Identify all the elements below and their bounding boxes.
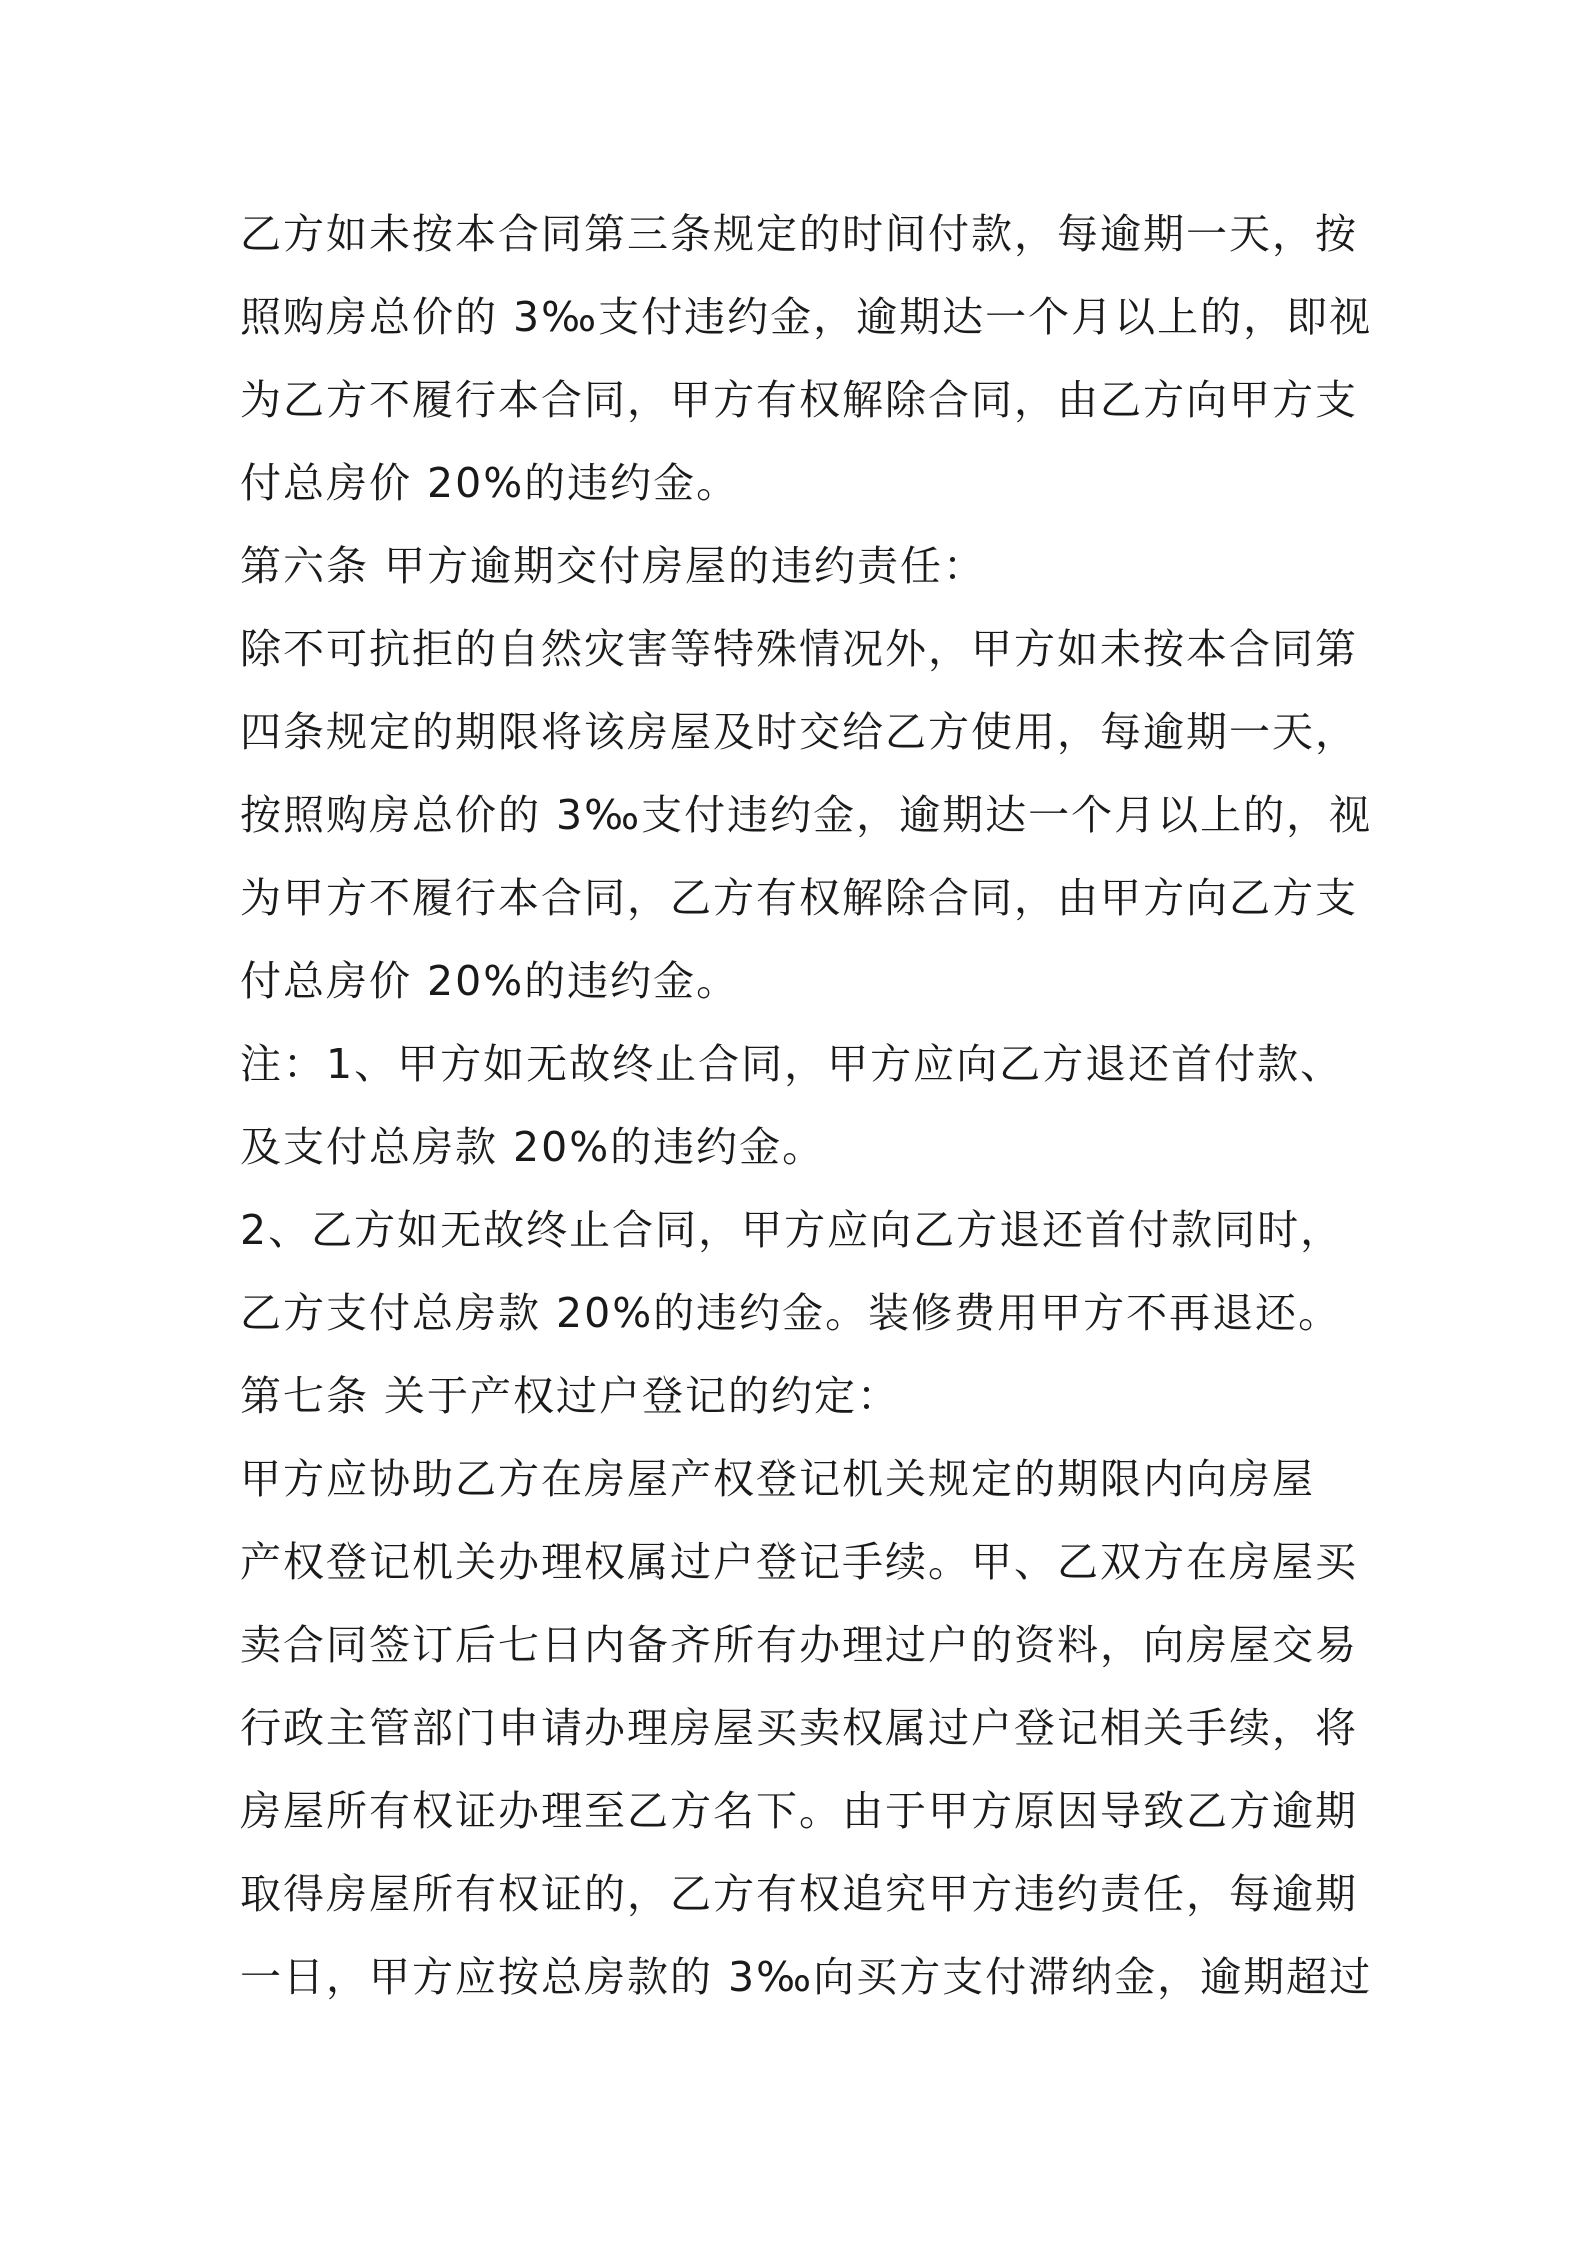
text-line: 房屋所有权证办理至乙方名下。由于甲方原因导致乙方逾期: [240, 1787, 1358, 1835]
text-line: 付总房价 20%的违约金。: [240, 957, 740, 1005]
contract-page: [240, 193, 1373, 2019]
text-line: 产权登记机关办理权属过户登记手续。甲、乙双方在房屋买: [240, 1538, 1358, 1586]
text-line: 行政主管部门申请办理房屋买卖权属过户登记相关手续，将: [240, 1704, 1358, 1752]
note-line: 乙方支付总房款 20%的违约金。装修费用甲方不再退还。: [240, 1289, 1342, 1337]
text-line: 甲方应协助乙方在房屋产权登记机关规定的期限内向房屋: [240, 1455, 1315, 1503]
text-line: 按照购房总价的 3‰支付违约金，逾期达一个月以上的，视: [240, 791, 1373, 839]
text-line: 为乙方不履行本合同，甲方有权解除合同，由乙方向甲方支: [240, 376, 1358, 424]
text-line: 付总房价 20%的违约金。: [240, 459, 740, 507]
note-line: 注：1、甲方如无故终止合同，甲方应向乙方退还首付款、: [240, 1040, 1344, 1088]
text-line: 为甲方不履行本合同，乙方有权解除合同，由甲方向乙方支: [240, 874, 1358, 922]
section-heading: 第七条 关于产权过户登记的约定：: [240, 1372, 901, 1420]
text-line: 照购房总价的 3‰支付违约金，逾期达一个月以上的，即视: [240, 293, 1373, 341]
text-line: 一日，甲方应按总房款的 3‰向买方支付滞纳金，逾期超过: [240, 1953, 1373, 2001]
section-heading: 第六条 甲方逾期交付房屋的违约责任：: [240, 542, 987, 590]
text-line: 乙方如未按本合同第三条规定的时间付款，每逾期一天，按: [240, 210, 1358, 258]
text-line: 卖合同签订后七日内备齐所有办理过户的资料，向房屋交易: [240, 1621, 1358, 1669]
text-line: 四条规定的期限将该房屋及时交给乙方使用，每逾期一天，: [240, 708, 1358, 756]
text-line: 取得房屋所有权证的，乙方有权追究甲方违约责任，每逾期: [240, 1870, 1358, 1918]
note-line: 及支付总房款 20%的违约金。: [240, 1123, 826, 1171]
note-line: 2、乙方如无故终止合同，甲方应向乙方退还首付款同时，: [240, 1206, 1344, 1254]
text-line: 除不可抗拒的自然灾害等特殊情况外，甲方如未按本合同第: [240, 625, 1358, 673]
